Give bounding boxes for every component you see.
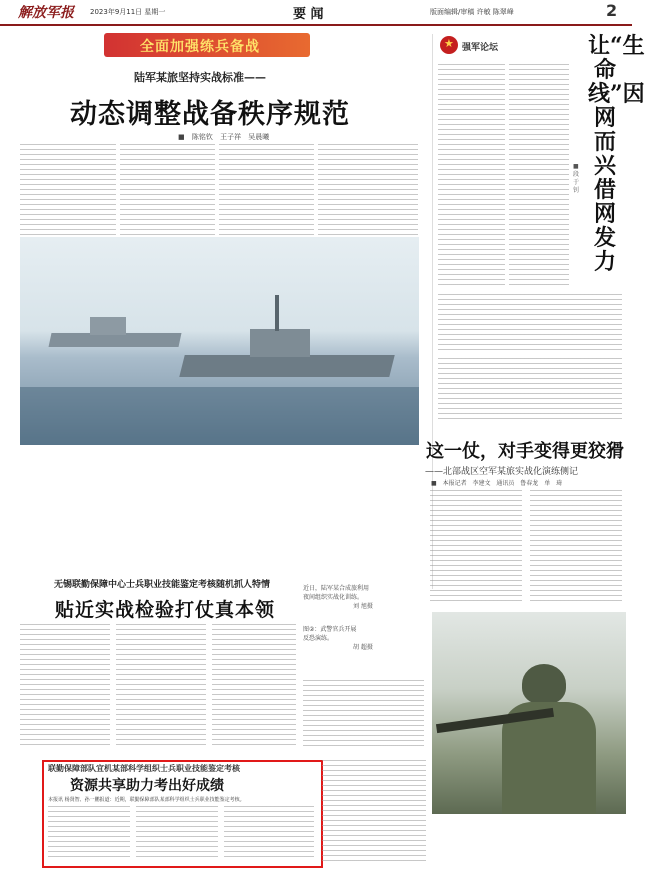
forum-body-col1 [438, 64, 505, 288]
story1-body-col1 [20, 144, 116, 236]
soldier-helmet [522, 664, 566, 704]
forum-author: ■ 段于钊 [573, 163, 580, 194]
forum-body-col2 [509, 64, 569, 288]
story3-body-col5 [322, 760, 426, 862]
forum-headline[interactable]: 让“生命线”因网而兴借网发力 [588, 33, 645, 275]
issue-date: 2023年9月11日 星期一 [90, 8, 166, 16]
photo-caption-box [303, 583, 424, 675]
story4-lead: 本报讯 杨贤智、孙一鹏报道：近期，联勤保障部队某部科学组织士兵职业技能鉴定考核。 [48, 797, 245, 803]
masthead: 解放军报 [18, 5, 74, 21]
story2-headline[interactable]: 这一仗，对手变得更狡猾 [426, 441, 624, 462]
story1-kicker: 陆军某旅坚持实战标准—— [134, 71, 266, 84]
story2-subtitle: ——北部战区空军某旅实战化演练侧记 [425, 467, 579, 477]
ship-mast [275, 295, 279, 331]
story2-body-col1 [430, 490, 522, 602]
story1-body-col3 [219, 144, 314, 236]
forum-body-col3 [438, 294, 622, 354]
story3-body-col2 [116, 624, 206, 749]
forum-body-col4 [438, 358, 622, 420]
story4-body-col1 [48, 806, 130, 858]
story1-body-col4 [318, 144, 418, 236]
story4-body-col2 [136, 806, 218, 858]
story1-byline: ■ 陈铭钦 王子祥 吴晨曦 [178, 133, 270, 141]
story4-headline[interactable]: 资源共享助力考出好成绩 [70, 778, 224, 794]
warship-photo [20, 237, 419, 445]
ship-superstructure [250, 329, 310, 357]
campaign-banner-text: 全面加强练兵备战 [140, 39, 260, 55]
section-name: 要 闻 [293, 7, 324, 22]
caption-line: 近日，陆军某合成旅利用 [303, 585, 370, 592]
story2-byline: ■ 本报记者 李建文 通讯员 鲁春龙 单 琦 [431, 480, 563, 487]
story1-headline[interactable]: 动态调整战备秩序规范 [70, 99, 350, 130]
ship-second-superstructure [90, 317, 126, 335]
caption-line: 图②：武警官兵开展 [303, 626, 357, 633]
caption-credit: 胡 超摄 [353, 644, 373, 651]
story3-body-col1 [20, 624, 110, 749]
caption-line: 夜间组织实战化训练。 [303, 594, 364, 601]
story2-body-col2 [530, 490, 622, 602]
story4-kicker: 联勤保障部队宜机某部科学组织士兵职业技能鉴定考核 [48, 763, 240, 773]
story3-kicker: 无锡联勤保障中心士兵职业技能鉴定考核随机抓人特情 [54, 580, 271, 590]
caption-credit: 刘 旭摄 [353, 603, 373, 610]
story3-body-col4 [303, 680, 424, 749]
ship-hull-second [49, 333, 182, 347]
story1-body-col2 [120, 144, 215, 236]
story4-body-col3 [224, 806, 314, 858]
sea-surface [20, 387, 419, 445]
caption-line: 反恐演练。 [303, 635, 334, 642]
star-icon: ★ [444, 37, 454, 50]
soldier-photo [432, 612, 626, 814]
ship-hull-main [179, 355, 394, 377]
forum-label: 强军论坛 [462, 43, 499, 53]
editors-line: 版面编辑/审稿 许敏 陈翠峰 [430, 8, 514, 16]
story3-body-col3 [212, 624, 296, 749]
page-number: 2 [606, 1, 618, 20]
story3-headline[interactable]: 贴近实战检验打仗真本领 [55, 599, 276, 621]
